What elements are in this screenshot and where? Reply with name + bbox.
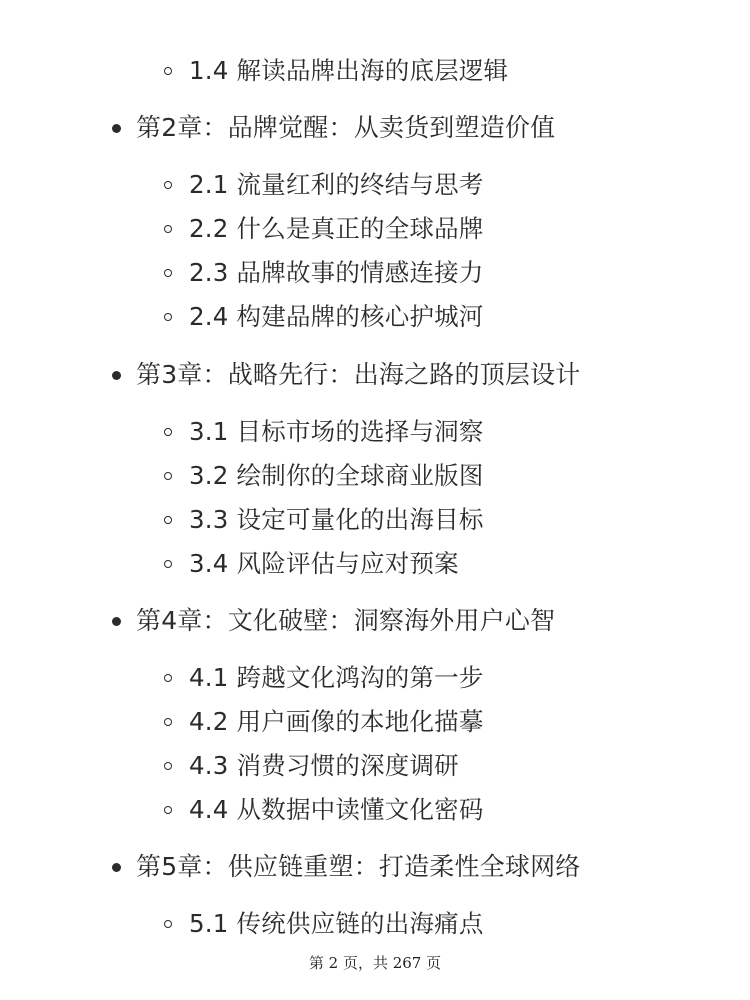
list-bullet-disc bbox=[112, 617, 121, 626]
section-item: 3.3 设定可量化的出海目标 bbox=[189, 505, 484, 534]
list-bullet-circle bbox=[164, 806, 172, 814]
chapter-item: 第2章：品牌觉醒：从卖货到塑造价值 bbox=[136, 113, 556, 142]
list-bullet-circle bbox=[164, 762, 172, 770]
section-item: 3.2 绘制你的全球商业版图 bbox=[189, 461, 484, 490]
list-bullet-circle bbox=[164, 472, 172, 480]
section-item: 5.1 传统供应链的出海痛点 bbox=[189, 909, 484, 938]
list-bullet-circle bbox=[164, 718, 172, 726]
list-bullet-circle bbox=[164, 516, 172, 524]
list-bullet-disc bbox=[112, 863, 121, 872]
section-item: 4.4 从数据中读懂文化密码 bbox=[189, 795, 484, 824]
section-item: 4.3 消费习惯的深度调研 bbox=[189, 751, 459, 780]
section-item: 3.1 目标市场的选择与洞察 bbox=[189, 417, 484, 446]
section-item: 4.2 用户画像的本地化描摹 bbox=[189, 707, 484, 736]
section-item: 4.1 跨越文化鸿沟的第一步 bbox=[189, 663, 484, 692]
list-bullet-circle bbox=[164, 560, 172, 568]
list-bullet-circle bbox=[164, 920, 172, 928]
chapter-item: 第5章：供应链重塑：打造柔性全球网络 bbox=[136, 852, 581, 881]
section-item: 2.3 品牌故事的情感连接力 bbox=[189, 258, 484, 287]
section-item: 2.1 流量红利的终结与思考 bbox=[189, 170, 484, 199]
list-bullet-circle bbox=[164, 181, 172, 189]
list-bullet-circle bbox=[164, 313, 172, 321]
chapter-item: 第3章：战略先行：出海之路的顶层设计 bbox=[136, 360, 581, 389]
list-bullet-circle bbox=[164, 269, 172, 277]
list-bullet-disc bbox=[112, 124, 121, 133]
list-bullet-circle bbox=[164, 67, 172, 75]
list-bullet-disc bbox=[112, 371, 121, 380]
list-bullet-circle bbox=[164, 428, 172, 436]
section-item: 2.4 构建品牌的核心护城河 bbox=[189, 302, 484, 331]
section-item: 2.2 什么是真正的全球品牌 bbox=[189, 214, 484, 243]
list-bullet-circle bbox=[164, 674, 172, 682]
chapter-item: 第4章：文化破壁：洞察海外用户心智 bbox=[136, 606, 556, 635]
section-item: 1.4 解读品牌出海的底层逻辑 bbox=[189, 56, 509, 85]
page-number-footer: 第 2 页，共 267 页 bbox=[308, 954, 442, 972]
section-item: 3.4 风险评估与应对预案 bbox=[189, 549, 459, 578]
list-bullet-circle bbox=[164, 225, 172, 233]
